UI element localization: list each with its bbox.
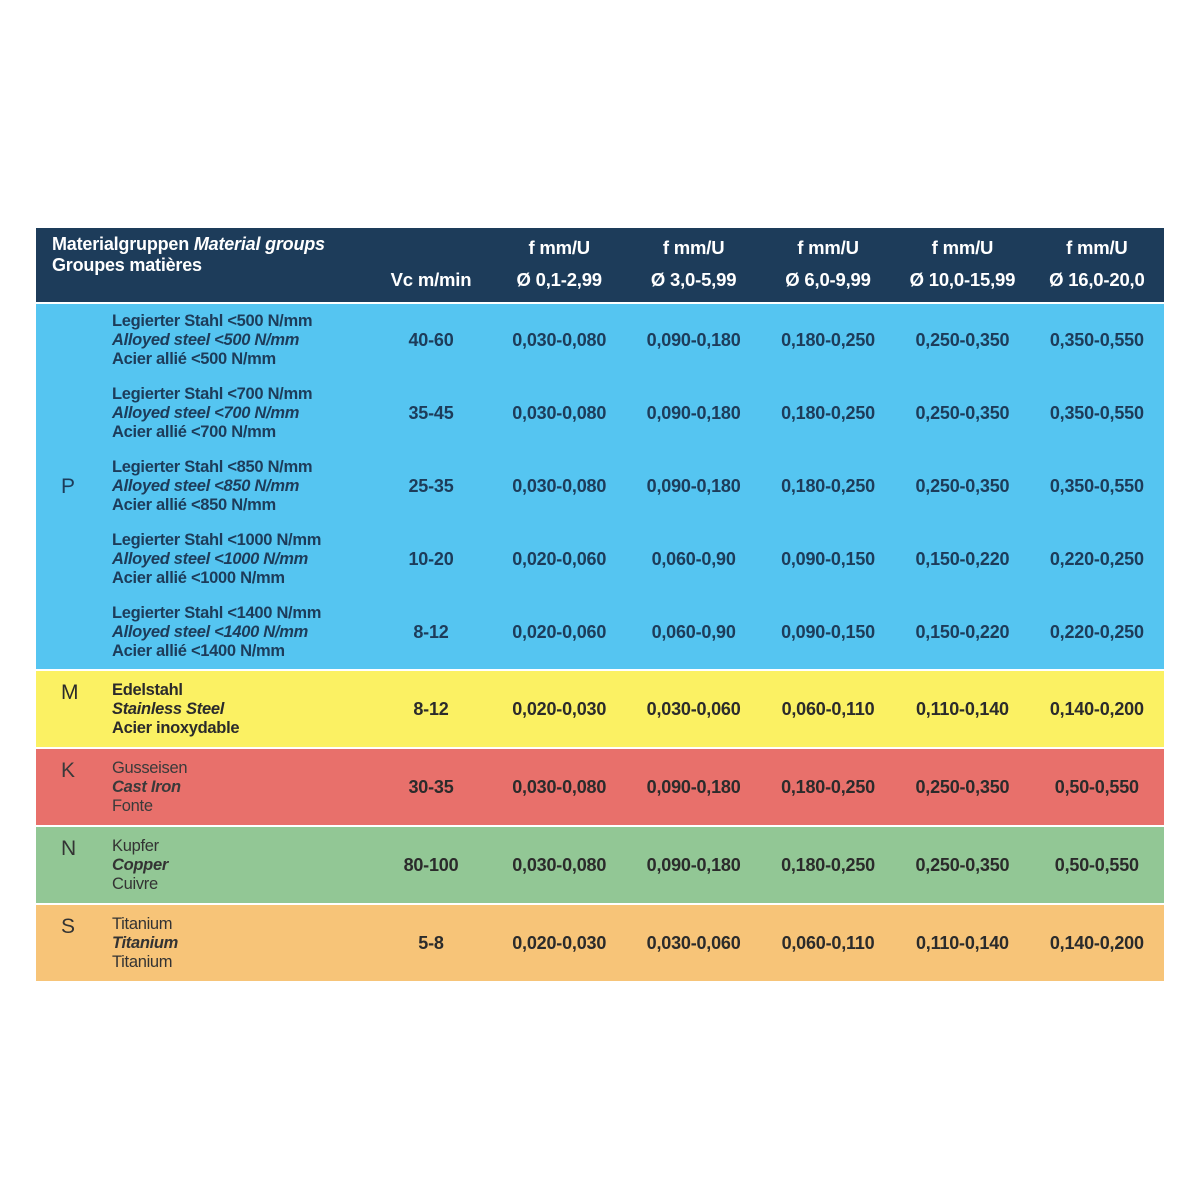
feed-value: 0,250-0,350 <box>915 476 1010 496</box>
header-feed-column <box>492 228 626 302</box>
feed-value: 0,180-0,250 <box>781 854 875 875</box>
table-row <box>112 827 1164 903</box>
feed-value: 0,350-0,550 <box>1049 476 1144 496</box>
material-name-line: Acier allié <1000 N/mm <box>112 569 285 587</box>
feed-value: 0,090-0,180 <box>646 403 741 423</box>
table-row <box>112 905 1164 981</box>
header-diameter-range: Ø 0,1-2,99 <box>516 269 602 290</box>
feed-value: 0,090-0,180 <box>646 854 741 875</box>
group-rows <box>112 304 1164 669</box>
material-name-line: Alloyed steel <1400 N/mm <box>112 623 308 641</box>
feed-value: 0,220-0,250 <box>1049 549 1144 569</box>
feed-value: 0,030-0,080 <box>512 403 607 423</box>
header-material-fr: Groupes matières <box>52 254 202 275</box>
material-name-line: Cast Iron <box>112 777 181 796</box>
table-row <box>112 450 1164 523</box>
feed-value: 0,030-0,080 <box>512 854 607 875</box>
vc-value: 30-35 <box>408 776 454 797</box>
table-row <box>112 523 1164 596</box>
material-names <box>112 681 370 738</box>
feed-value: 0,020-0,060 <box>512 549 607 569</box>
header-feed-label: f mm/U <box>797 237 859 258</box>
feed-value: 0,350-0,550 <box>1049 403 1144 423</box>
feed-value: 0,030-0,080 <box>512 476 607 496</box>
material-name-line: Legierter Stahl <1000 N/mm <box>112 531 322 549</box>
feed-value: 0,140-0,200 <box>1049 932 1144 953</box>
feed-value: 0,150-0,220 <box>915 622 1010 642</box>
feed-value: 0,060-0,110 <box>781 698 875 719</box>
group-rows <box>112 905 1164 981</box>
material-name-line: Acier allié <850 N/mm <box>112 496 276 514</box>
header-material-groups <box>36 228 370 302</box>
feed-value: 0,250-0,350 <box>915 854 1010 875</box>
feed-value: 0,060-0,110 <box>781 932 875 953</box>
material-name-line: Acier allié <1400 N/mm <box>112 642 285 660</box>
material-name-line: Fonte <box>112 796 153 815</box>
header-diameter-range: Ø 10,0-15,99 <box>909 269 1016 290</box>
header-vc-label: Vc m/min <box>390 269 472 290</box>
header-diameter-range: Ø 6,0-9,99 <box>785 269 871 290</box>
header-feed-column <box>626 228 760 302</box>
header-diameter-range: Ø 3,0-5,99 <box>650 269 737 290</box>
material-name-line: Stainless Steel <box>112 699 224 718</box>
group-letter-N: N <box>61 837 76 860</box>
group-letter-S: S <box>61 915 75 938</box>
material-name-line: Titanium <box>112 933 179 952</box>
feed-value: 0,250-0,350 <box>915 403 1010 423</box>
material-names <box>112 604 370 661</box>
feed-value: 0,180-0,250 <box>781 403 875 423</box>
header-feed-label: f mm/U <box>662 237 725 258</box>
feed-value: 0,220-0,250 <box>1049 622 1144 642</box>
vc-value: 80-100 <box>403 854 459 875</box>
material-names <box>112 759 370 816</box>
table-row <box>112 671 1164 747</box>
feed-value: 0,020-0,030 <box>512 698 607 719</box>
feed-value: 0,350-0,550 <box>1049 330 1144 350</box>
table-body <box>36 302 1164 981</box>
material-name-line: Legierter Stahl <850 N/mm <box>112 458 313 476</box>
material-names <box>112 312 370 369</box>
material-name-line: Alloyed steel <500 N/mm <box>112 331 300 349</box>
group-rows <box>112 671 1164 747</box>
table-row <box>112 377 1164 450</box>
header-feed-label: f mm/U <box>528 237 590 258</box>
header-feed-column <box>895 228 1029 302</box>
material-name-line: Gusseisen <box>112 758 188 777</box>
feed-value: 0,110-0,140 <box>915 932 1009 953</box>
material-group-K <box>36 747 1164 825</box>
group-letter-K: K <box>61 759 75 782</box>
feed-value: 0,50-0,550 <box>1054 854 1139 875</box>
material-name-line: Legierter Stahl <1400 N/mm <box>112 604 322 622</box>
material-group-P <box>36 302 1164 669</box>
feed-value: 0,090-0,180 <box>646 476 741 496</box>
material-name-line: Alloyed steel <1000 N/mm <box>112 550 308 568</box>
vc-value: 10-20 <box>408 549 454 569</box>
material-name-line: Legierter Stahl <500 N/mm <box>112 312 313 330</box>
material-name-line: Acier allié <700 N/mm <box>112 423 276 441</box>
material-names <box>112 385 370 442</box>
feed-value: 0,090-0,180 <box>646 776 741 797</box>
group-rows <box>112 749 1164 825</box>
material-name-line: Alloyed steel <700 N/mm <box>112 404 300 422</box>
material-names <box>112 458 370 515</box>
feed-value: 0,090-0,180 <box>646 330 741 350</box>
header-diameter-range: Ø 16,0-20,0 <box>1049 269 1145 290</box>
feed-value: 0,030-0,080 <box>512 776 607 797</box>
material-name-line: Acier inoxydable <box>112 718 240 737</box>
feed-value: 0,030-0,080 <box>512 330 607 350</box>
feed-value: 0,090-0,150 <box>781 549 875 569</box>
group-letter-P: P <box>61 474 75 498</box>
feed-value: 0,250-0,350 <box>915 776 1010 797</box>
feed-value: 0,030-0,060 <box>646 932 741 953</box>
material-names <box>112 915 370 972</box>
feed-value: 0,110-0,140 <box>915 698 1009 719</box>
material-name-line: Edelstahl <box>112 680 183 699</box>
feed-value: 0,020-0,060 <box>512 622 607 642</box>
group-letter-M: M <box>61 681 79 704</box>
material-group-N <box>36 825 1164 903</box>
table-row <box>112 304 1164 377</box>
feed-value: 0,180-0,250 <box>781 776 875 797</box>
vc-value: 8-12 <box>413 622 449 642</box>
material-names <box>112 837 370 894</box>
material-group-S <box>36 903 1164 981</box>
feed-value: 0,020-0,030 <box>512 932 607 953</box>
feed-value: 0,250-0,350 <box>915 330 1010 350</box>
cutting-data-table <box>36 228 1164 981</box>
feed-value: 0,060-0,90 <box>651 622 736 642</box>
vc-value: 5-8 <box>418 932 444 953</box>
material-name-line: Acier allié <500 N/mm <box>112 350 276 368</box>
table-header <box>36 228 1164 302</box>
feed-value: 0,140-0,200 <box>1049 698 1144 719</box>
table-row <box>112 749 1164 825</box>
vc-value: 25-35 <box>408 476 454 496</box>
header-feed-label: f mm/U <box>1066 237 1128 258</box>
material-name-line: Titanium <box>112 952 173 971</box>
vc-value: 40-60 <box>408 330 454 350</box>
feed-value: 0,060-0,90 <box>651 549 736 569</box>
group-rows <box>112 827 1164 903</box>
table-row <box>112 596 1164 669</box>
material-name-line: Copper <box>112 855 168 874</box>
material-name-line: Alloyed steel <850 N/mm <box>112 477 300 495</box>
material-name-line: Kupfer <box>112 836 159 855</box>
feed-value: 0,090-0,150 <box>781 622 875 642</box>
feed-value: 0,180-0,250 <box>781 476 875 496</box>
material-name-line: Legierter Stahl <700 N/mm <box>112 385 313 403</box>
material-name-line: Titanium <box>112 914 173 933</box>
feed-value: 0,030-0,060 <box>646 698 741 719</box>
feed-value: 0,180-0,250 <box>781 330 875 350</box>
feed-value: 0,150-0,220 <box>915 549 1010 569</box>
material-names <box>112 531 370 588</box>
material-name-line: Cuivre <box>112 874 158 893</box>
material-group-M <box>36 669 1164 747</box>
header-feed-label: f mm/U <box>931 237 994 258</box>
feed-value: 0,50-0,550 <box>1054 776 1139 797</box>
header-feed-column <box>761 228 895 302</box>
vc-value: 8-12 <box>413 698 449 719</box>
vc-value: 35-45 <box>408 403 454 423</box>
header-material-de: Materialgruppen <box>52 234 190 254</box>
header-feed-column <box>1030 228 1164 302</box>
header-material-en: Material groups <box>193 234 325 254</box>
